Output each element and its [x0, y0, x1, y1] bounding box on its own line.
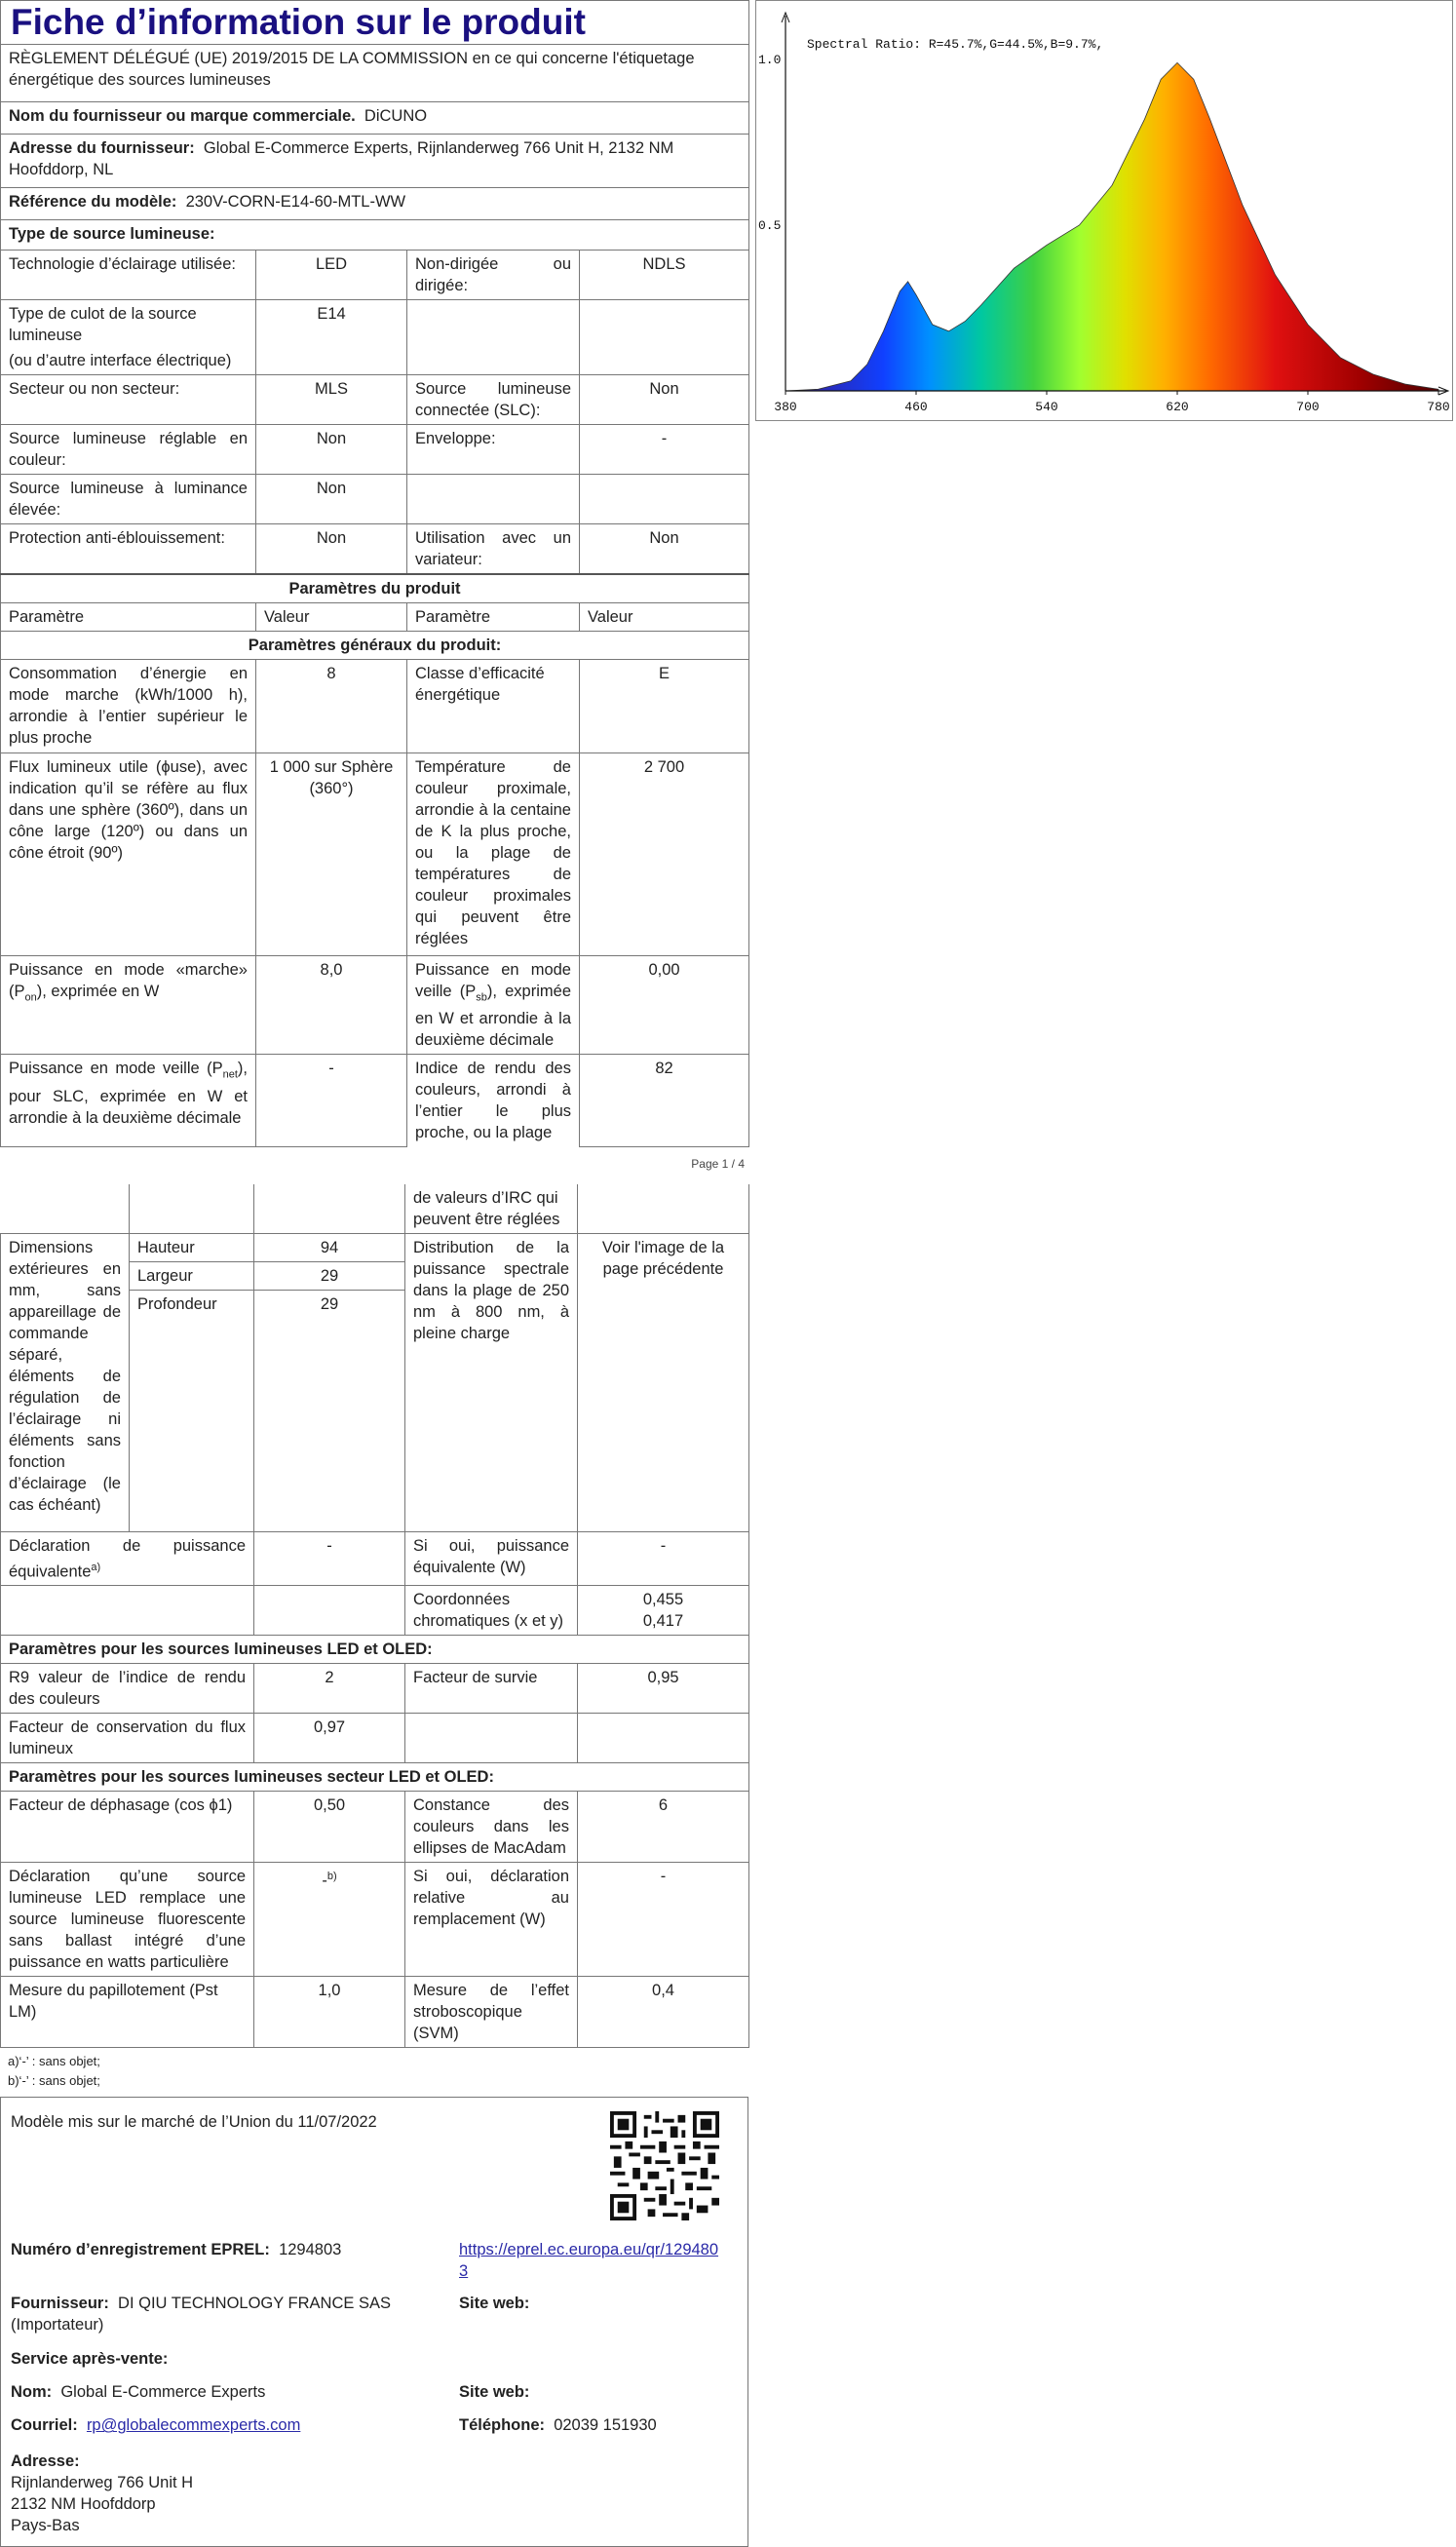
lumen-maintenance-label: Facteur de conservation du flux lumineux — [1, 1714, 254, 1763]
eprel-link[interactable]: https://eprel.ec.europa.eu/qr/1294803 — [459, 2241, 719, 2281]
phone-label: Téléphone: — [459, 2416, 546, 2435]
param-value: Non — [580, 375, 749, 425]
phone-value: 02039 151930 — [554, 2416, 657, 2435]
param-label: Utilisation avec un variateur: — [407, 524, 580, 575]
param-value: NDLS — [580, 251, 749, 300]
chroma-values — [578, 1586, 749, 1636]
text-sub: sb — [476, 991, 487, 1004]
supplier-row — [11, 2293, 440, 2335]
text-sub: on — [24, 991, 37, 1004]
param-row — [1, 660, 749, 753]
spectral-chart — [755, 0, 1453, 421]
param-label: Source lumineuse connectée (SLC): — [407, 375, 580, 425]
flicker-value: 1,0 — [254, 1977, 405, 2048]
aftersales-name-row — [11, 2381, 265, 2403]
footnote-ref: b) — [326, 1871, 337, 1883]
param-value: E — [580, 660, 749, 753]
mains-led-heading: Paramètres pour les sources lumineuses secteur LED et OLED: — [1, 1763, 749, 1792]
page-title: Fiche d’information sur le produit — [1, 1, 749, 45]
param-value: 2 700 — [580, 753, 749, 956]
param-value: Non — [580, 524, 749, 575]
depth-label: Profondeur — [130, 1290, 254, 1531]
text-part: ), pour SLC, exprimée en W et arrondie à la deuxième décimale — [9, 1060, 248, 1127]
x-tick-label: 620 — [1166, 400, 1189, 414]
equivalent-power-label — [1, 1531, 254, 1586]
email-row — [11, 2414, 300, 2436]
address-block — [11, 2451, 193, 2536]
supplier-address-value: Global E-Commerce Experts, Rijnlanderweg 766 Unit H, 2132 NM Hoofddorp, NL — [9, 139, 674, 178]
param-label: Flux lumineux utile (ϕuse), avec indication qu’il se réfère au flux dans une sphère (360º), dans un cône large (120º) ou dans un cône étroit (90º) — [1, 753, 256, 956]
footnote-b: b)‘-’ : sans objet; — [8, 2073, 100, 2089]
model-row — [1, 188, 749, 220]
param-label: Température de couleur proximale, arrondie à la centaine de K la plus proche, ou la plage de températures de couleur proximales qui peuvent être réglées — [407, 753, 580, 956]
page2-table — [0, 1184, 749, 2049]
eprel-label: Numéro d’enregistrement EPREL: — [11, 2241, 270, 2259]
name-label: Nom: — [11, 2383, 53, 2402]
macadam-label: Constance des couleurs dans les ellipses de MacAdam — [405, 1792, 578, 1863]
param-label — [407, 475, 580, 524]
phase-label: Facteur de déphasage (cos ϕ1) — [1, 1792, 254, 1863]
col-header: Valeur — [256, 603, 407, 632]
param-value: 8 — [256, 660, 407, 753]
supplier-name-value: DiCUNO — [364, 107, 428, 125]
chart-title: Spectral Ratio: R=45.7%,G=44.5%,B=9.7%, — [807, 37, 1104, 52]
param-value: LED — [256, 251, 407, 300]
spectrum-area — [785, 62, 1438, 391]
param-label-cap — [1, 300, 256, 375]
x-tick-label: 780 — [1427, 400, 1450, 414]
address-line: Rijnlanderweg 766 Unit H — [11, 2474, 194, 2492]
supplier-name-label: Nom du fournisseur ou marque commerciale. — [9, 107, 356, 125]
email-label: Courriel: — [11, 2416, 78, 2435]
website2-label: Site web: — [459, 2383, 530, 2402]
param-label-net-standby — [1, 1055, 256, 1147]
cap-type-note: (ou d’autre interface électrique) — [9, 352, 232, 369]
param-label: Classe d’efficacité énergétique — [407, 660, 580, 753]
survival-value: 0,95 — [578, 1664, 749, 1714]
depth-value: 29 — [254, 1290, 405, 1531]
flicker-label: Mesure du papillotement (Pst LM) — [1, 1977, 254, 2048]
spectral-label: Distribution de la puissance spectrale dans la plage de 250 nm à 800 nm, à pleine charge — [405, 1233, 578, 1531]
eprel-row — [11, 2239, 341, 2260]
x-tick-label: 540 — [1035, 400, 1058, 414]
qr-code-icon — [610, 2111, 719, 2220]
param-value — [580, 475, 749, 524]
width-value: 29 — [254, 1261, 405, 1290]
spectral-chart-svg — [756, 1, 1452, 420]
equivalent-power-value: - — [254, 1531, 405, 1586]
param-value — [580, 300, 749, 375]
param-label: Technologie d’éclairage utilisée: — [1, 251, 256, 300]
supplier-address-row — [1, 135, 749, 188]
x-tick-label: 460 — [904, 400, 928, 414]
footnote-a: a)‘-’ : sans objet; — [8, 2054, 100, 2069]
text-part: ), exprimée en W et arrondie à la deuxième décimale — [415, 983, 571, 1050]
replacement-watt-value: - — [578, 1863, 749, 1977]
param-label: Non-dirigée ou dirigée: — [407, 251, 580, 300]
param-value: Non — [256, 475, 407, 524]
source-type-row — [1, 425, 749, 475]
param-value: - — [580, 425, 749, 475]
source-type-heading: Type de source lumineuse: — [1, 220, 749, 251]
param-value: - — [256, 1055, 407, 1147]
param-row — [1, 753, 749, 956]
equivalent-watt-label: Si oui, puissance équivalente (W) — [405, 1531, 578, 1586]
product-params-heading: Paramètres du produit — [1, 574, 749, 603]
col-header: Paramètre — [1, 603, 256, 632]
col-header: Valeur — [580, 603, 749, 632]
registration-box — [0, 2097, 748, 2547]
param-label: Source lumineuse réglable en couleur: — [1, 425, 256, 475]
r9-label: R9 valeur de l’indice de rendu des couleurs — [1, 1664, 254, 1714]
param-label-power-on — [1, 956, 256, 1055]
param-label: Consommation d’énergie en mode marche (kWh/1000 h), arrondie à l’entier supérieur le plus proche — [1, 660, 256, 753]
param-value: Non — [256, 524, 407, 575]
lumen-maintenance-value: 0,97 — [254, 1714, 405, 1763]
model-value: 230V-CORN-E14-60-MTL-WW — [185, 193, 406, 211]
text-part: - — [322, 1872, 327, 1890]
address-line: 2132 NM Hoofddorp — [11, 2495, 156, 2514]
replacement-label: Déclaration qu’une source lumineuse LED remplace une source lumineuse fluorescente sans ballast intégré d’une puissance en watts particulière — [1, 1863, 254, 1977]
stroboscopic-value: 0,4 — [578, 1977, 749, 2048]
regulation-text: RÈGLEMENT DÉLÉGUÉ (UE) 2019/2015 DE LA COMMISSION en ce qui concerne l'étiquetage énergétique des sources lumineuses — [1, 45, 749, 102]
param-label: Source lumineuse à luminance élevée: — [1, 475, 256, 524]
param-label: Enveloppe: — [407, 425, 580, 475]
r9-value: 2 — [254, 1664, 405, 1714]
x-tick-label: 380 — [774, 400, 797, 414]
height-label: Hauteur — [130, 1233, 254, 1261]
param-row — [1, 956, 749, 1055]
param-value: E14 — [256, 300, 407, 375]
param-label-standby — [407, 956, 580, 1055]
equivalent-watt-value: - — [578, 1531, 749, 1586]
replacement-value — [254, 1863, 405, 1977]
phase-value: 0,50 — [254, 1792, 405, 1863]
source-type-row — [1, 251, 749, 300]
eprel-value: 1294803 — [279, 2241, 342, 2259]
supplier-label: Fournisseur: — [11, 2295, 109, 2313]
address-line: Pays-Bas — [11, 2517, 80, 2535]
phone-row — [459, 2414, 657, 2436]
header-table — [0, 0, 749, 1147]
param-row — [1, 1055, 749, 1147]
param-value: 8,0 — [256, 956, 407, 1055]
cri-continuation: de valeurs d’IRC qui peuvent être réglées — [405, 1184, 578, 1234]
text-part: ), exprimée en W — [36, 983, 160, 1000]
text-part: Puissance en mode «marche» (P — [9, 961, 248, 1000]
column-headers — [1, 603, 749, 632]
dimensions-label: Dimensions extérieures en mm, sans appareillage de commande séparé, éléments de régulation de l’éclairage ni éléments sans fonction d’éclairage (le cas échéant) — [1, 1233, 130, 1531]
param-value: 0,00 — [580, 956, 749, 1055]
aftersales-label: Service après-vente: — [11, 2350, 169, 2369]
address-label: Adresse: — [11, 2452, 80, 2471]
param-value: Non — [256, 425, 407, 475]
chroma-label: Coordonnées chromatiques (x et y) — [405, 1586, 578, 1636]
param-value: 1 000 sur Sphère (360°) — [256, 753, 407, 956]
stroboscopic-label: Mesure de l’effet stroboscopique (SVM) — [405, 1977, 578, 2048]
source-type-row — [1, 300, 749, 375]
supplier-address-label: Adresse du fournisseur: — [9, 139, 195, 157]
page-number: Page 1 / 4 — [691, 1156, 745, 1171]
param-label: Indice de rendu des couleurs, arrondi à l’entier le plus proche, ou la plage — [407, 1055, 580, 1147]
param-value: MLS — [256, 375, 407, 425]
model-label: Référence du modèle: — [9, 193, 177, 211]
text-part: Puissance en mode veille (P — [9, 1060, 223, 1078]
survival-label: Facteur de survie — [405, 1664, 578, 1714]
source-type-row — [1, 475, 749, 524]
supplier-value: DI QIU TECHNOLOGY FRANCE SAS (Importateur) — [11, 2295, 391, 2335]
general-params-heading: Paramètres généraux du produit: — [1, 632, 749, 660]
macadam-value: 6 — [578, 1792, 749, 1863]
supplier-name-row — [1, 102, 749, 135]
param-label: Protection anti-éblouissement: — [1, 524, 256, 575]
text-part: Déclaration de puissance équivalente — [9, 1536, 246, 1581]
param-value: 82 — [580, 1055, 749, 1147]
param-label: Secteur ou non secteur: — [1, 375, 256, 425]
footnote-ref: a) — [91, 1561, 101, 1573]
spectral-value: Voir l'image de la page précédente — [578, 1233, 749, 1531]
height-value: 94 — [254, 1233, 405, 1261]
x-tick-label: 700 — [1296, 400, 1320, 414]
replacement-watt-label: Si oui, déclaration relative au remplacement (W) — [405, 1863, 578, 1977]
width-label: Largeur — [130, 1261, 254, 1290]
cap-type-label: Type de culot de la source lumineuse — [9, 305, 197, 344]
col-header: Paramètre — [407, 603, 580, 632]
source-type-row — [1, 524, 749, 575]
text-part: Puissance en mode veille (P — [415, 961, 571, 1000]
website-label: Site web: — [459, 2295, 530, 2313]
text-sub: net — [222, 1068, 238, 1081]
market-date-text: Modèle mis sur le marché de l’Union du 11/07/2022 — [11, 2113, 377, 2132]
y-tick-label: 1.0 — [758, 53, 782, 67]
email-link[interactable]: rp@globalecommexperts.com — [86, 2416, 301, 2435]
name-value: Global E-Commerce Experts — [60, 2383, 266, 2402]
y-tick-label: 0.5 — [758, 218, 782, 233]
param-label — [407, 300, 580, 375]
chroma-x: 0,455 — [642, 1591, 684, 1609]
source-type-row — [1, 375, 749, 425]
led-params-heading: Paramètres pour les sources lumineuses LED et OLED: — [1, 1636, 749, 1664]
chroma-y: 0,417 — [642, 1612, 684, 1631]
